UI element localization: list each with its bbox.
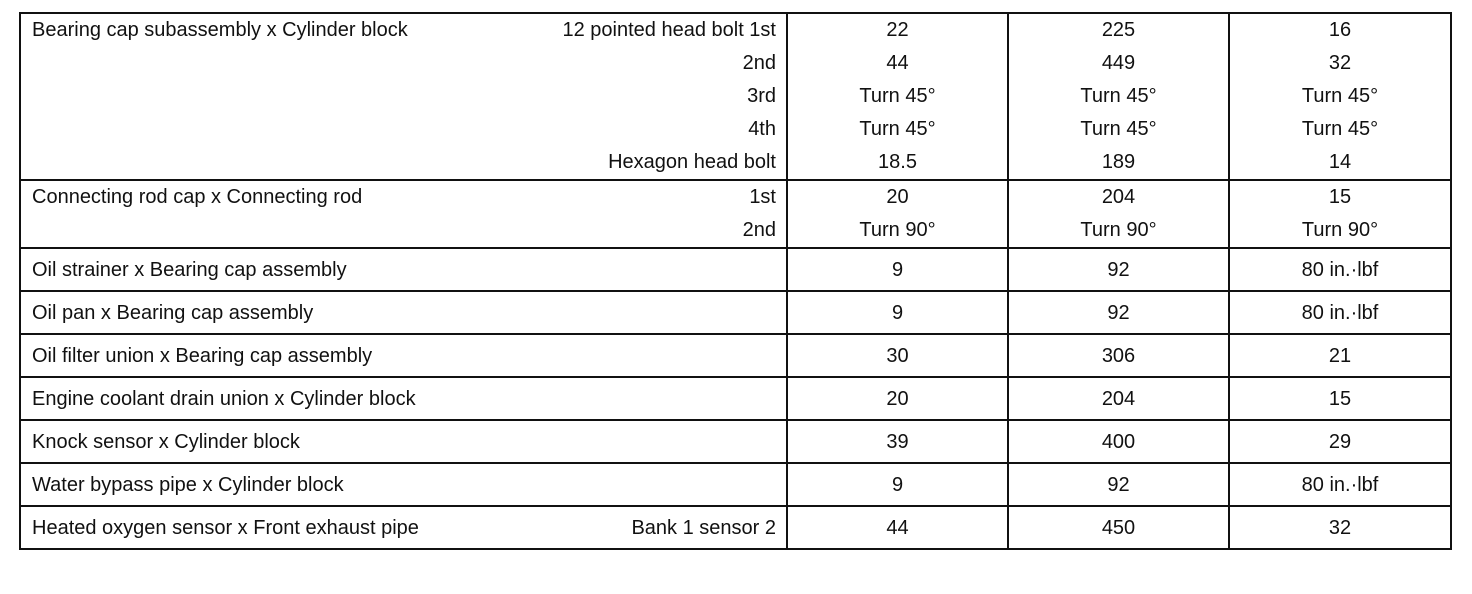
torque-value: 92 <box>1107 474 1130 496</box>
torque-value: 80 in.·lbf <box>1301 474 1379 496</box>
table-row <box>20 377 1451 420</box>
torque-value: 29 <box>1328 431 1352 453</box>
cell-line <box>21 214 786 247</box>
cell-line <box>1009 113 1228 146</box>
part-name: Oil filter union x Bearing cap assembly <box>32 345 373 367</box>
torque-value: 204 <box>1101 388 1136 410</box>
table-row <box>20 248 1451 291</box>
cell-line <box>1230 378 1450 419</box>
torque-value: 450 <box>1101 517 1136 539</box>
cell-line <box>788 181 1007 214</box>
cell-line <box>21 464 786 505</box>
torque-value: Turn 90° <box>1301 219 1379 241</box>
part-name: Knock sensor x Cylinder block <box>32 431 300 453</box>
part-name: Heated oxygen sensor x Front exhaust pipe <box>32 517 419 539</box>
torque-value: Turn 90° <box>859 219 936 241</box>
part-cell <box>20 180 787 248</box>
step-qualifier: 2nd <box>742 52 776 74</box>
kgf_cm-cell <box>1008 291 1229 334</box>
cell-line <box>788 113 1007 146</box>
nm-cell <box>787 180 1008 248</box>
cell-line <box>788 214 1007 247</box>
kgf_cm-cell <box>1008 463 1229 506</box>
torque-value: 92 <box>1107 302 1130 324</box>
torque-value: 18.5 <box>878 151 917 173</box>
table-row <box>20 420 1451 463</box>
cell-line <box>1230 113 1450 146</box>
cell-line <box>1009 507 1228 548</box>
cell-line <box>1009 146 1228 179</box>
step-qualifier: Hexagon head bolt <box>608 151 776 173</box>
ft_lbf-cell <box>1229 334 1451 377</box>
torque-value: 15 <box>1328 186 1352 208</box>
table-row <box>20 334 1451 377</box>
step-qualifier: 2nd <box>742 219 776 241</box>
ft_lbf-cell <box>1229 420 1451 463</box>
nm-cell <box>787 463 1008 506</box>
cell-line <box>1009 464 1228 505</box>
cell-line <box>21 249 786 290</box>
part-cell <box>20 420 787 463</box>
cell-line <box>1009 249 1228 290</box>
nm-cell <box>787 506 1008 549</box>
cell-line <box>788 249 1007 290</box>
table-row <box>20 13 1451 180</box>
torque-value: 9 <box>891 302 904 324</box>
cell-line <box>788 507 1007 548</box>
cell-line <box>21 47 786 80</box>
part-cell <box>20 291 787 334</box>
table-row <box>20 463 1451 506</box>
cell-line <box>1230 47 1450 80</box>
torque-value: 22 <box>886 19 909 41</box>
cell-line <box>21 113 786 146</box>
kgf_cm-cell <box>1008 506 1229 549</box>
table-row <box>20 180 1451 248</box>
cell-line <box>1009 47 1228 80</box>
kgf_cm-cell <box>1008 248 1229 291</box>
torque-value: 20 <box>886 186 909 208</box>
part-cell <box>20 248 787 291</box>
cell-line <box>1009 335 1228 376</box>
cell-line <box>1230 249 1450 290</box>
step-qualifier: 4th <box>748 118 776 140</box>
kgf_cm-cell <box>1008 180 1229 248</box>
torque-value: Turn 45° <box>1080 85 1157 107</box>
torque-value: 400 <box>1101 431 1136 453</box>
torque-value: 9 <box>891 259 904 281</box>
torque-value: 449 <box>1101 52 1136 74</box>
nm-cell <box>787 13 1008 180</box>
cell-line <box>788 335 1007 376</box>
torque-value: 9 <box>891 474 904 496</box>
torque-value: 15 <box>1328 388 1352 410</box>
cell-line <box>1230 335 1450 376</box>
cell-line <box>788 292 1007 333</box>
torque-value: 32 <box>1328 52 1352 74</box>
kgf_cm-cell <box>1008 13 1229 180</box>
torque-value: 44 <box>886 52 909 74</box>
torque-value: Turn 45° <box>1301 85 1379 107</box>
cell-line <box>788 47 1007 80</box>
step-qualifier: 1st <box>749 186 776 208</box>
cell-line <box>21 507 786 548</box>
cell-line <box>21 421 786 462</box>
cell-line <box>1230 14 1450 47</box>
cell-line <box>1009 181 1228 214</box>
part-cell <box>20 334 787 377</box>
cell-line <box>1230 421 1450 462</box>
torque-value: Turn 45° <box>1301 118 1379 140</box>
torque-value: 39 <box>886 431 909 453</box>
part-cell <box>20 377 787 420</box>
ft_lbf-cell <box>1229 291 1451 334</box>
torque-value: 14 <box>1328 151 1352 173</box>
torque-value: 204 <box>1101 186 1136 208</box>
kgf_cm-cell <box>1008 334 1229 377</box>
torque-value: Turn 90° <box>1080 219 1157 241</box>
part-name: Bearing cap subassembly x Cylinder block <box>32 19 408 41</box>
torque-value: 20 <box>886 388 909 410</box>
cell-line <box>788 146 1007 179</box>
cell-line <box>1009 214 1228 247</box>
table-row <box>20 291 1451 334</box>
cell-line <box>1230 181 1450 214</box>
cell-line <box>788 80 1007 113</box>
kgf_cm-cell <box>1008 377 1229 420</box>
cell-line <box>1009 421 1228 462</box>
torque-value: 30 <box>886 345 909 367</box>
cell-line <box>1230 292 1450 333</box>
ft_lbf-cell <box>1229 506 1451 549</box>
nm-cell <box>787 248 1008 291</box>
cell-line <box>788 421 1007 462</box>
torque-value: 44 <box>886 517 909 539</box>
cell-line <box>21 292 786 333</box>
part-name: Engine coolant drain union x Cylinder block <box>32 388 416 410</box>
cell-line <box>1230 464 1450 505</box>
cell-line <box>1009 378 1228 419</box>
step-qualifier: Bank 1 sensor 2 <box>631 517 776 539</box>
cell-line <box>21 378 786 419</box>
cell-line <box>21 181 786 214</box>
torque-value: 21 <box>1328 345 1352 367</box>
cell-line <box>788 464 1007 505</box>
cell-line <box>21 14 786 47</box>
cell-line <box>1230 507 1450 548</box>
part-name: Water bypass pipe x Cylinder block <box>32 474 344 496</box>
step-qualifier: 12 pointed head bolt 1st <box>562 19 776 41</box>
torque-value: 16 <box>1328 19 1352 41</box>
part-cell <box>20 506 787 549</box>
torque-value: 80 in.·lbf <box>1301 302 1379 324</box>
part-name: Oil strainer x Bearing cap assembly <box>32 259 347 281</box>
ft_lbf-cell <box>1229 248 1451 291</box>
cell-line <box>1230 146 1450 179</box>
cell-line <box>788 14 1007 47</box>
torque-value: 92 <box>1107 259 1130 281</box>
nm-cell <box>787 377 1008 420</box>
cell-line <box>1009 292 1228 333</box>
nm-cell <box>787 420 1008 463</box>
table-row <box>20 506 1451 549</box>
torque-value: Turn 45° <box>1080 118 1157 140</box>
ft_lbf-cell <box>1229 180 1451 248</box>
cell-line <box>1009 14 1228 47</box>
torque-value: Turn 45° <box>859 85 936 107</box>
cell-line <box>788 378 1007 419</box>
part-cell <box>20 463 787 506</box>
cell-line <box>21 146 786 179</box>
nm-cell <box>787 334 1008 377</box>
torque-value: 225 <box>1101 19 1136 41</box>
cell-line <box>1009 80 1228 113</box>
cell-line <box>21 80 786 113</box>
part-name: Oil pan x Bearing cap assembly <box>32 302 314 324</box>
torque-value: 32 <box>1328 517 1352 539</box>
torque-value: 189 <box>1101 151 1136 173</box>
cell-line <box>1230 80 1450 113</box>
torque-value: 80 in.·lbf <box>1301 259 1379 281</box>
torque-value: 306 <box>1101 345 1136 367</box>
ft_lbf-cell <box>1229 377 1451 420</box>
torque-spec-table <box>19 12 1452 550</box>
torque-spec-body <box>20 13 1451 549</box>
cell-line <box>1230 214 1450 247</box>
part-name: Connecting rod cap x Connecting rod <box>32 186 363 208</box>
step-qualifier: 3rd <box>747 85 776 107</box>
part-cell <box>20 13 787 180</box>
kgf_cm-cell <box>1008 420 1229 463</box>
torque-value: Turn 45° <box>859 118 936 140</box>
cell-line <box>21 335 786 376</box>
ft_lbf-cell <box>1229 13 1451 180</box>
nm-cell <box>787 291 1008 334</box>
ft_lbf-cell <box>1229 463 1451 506</box>
